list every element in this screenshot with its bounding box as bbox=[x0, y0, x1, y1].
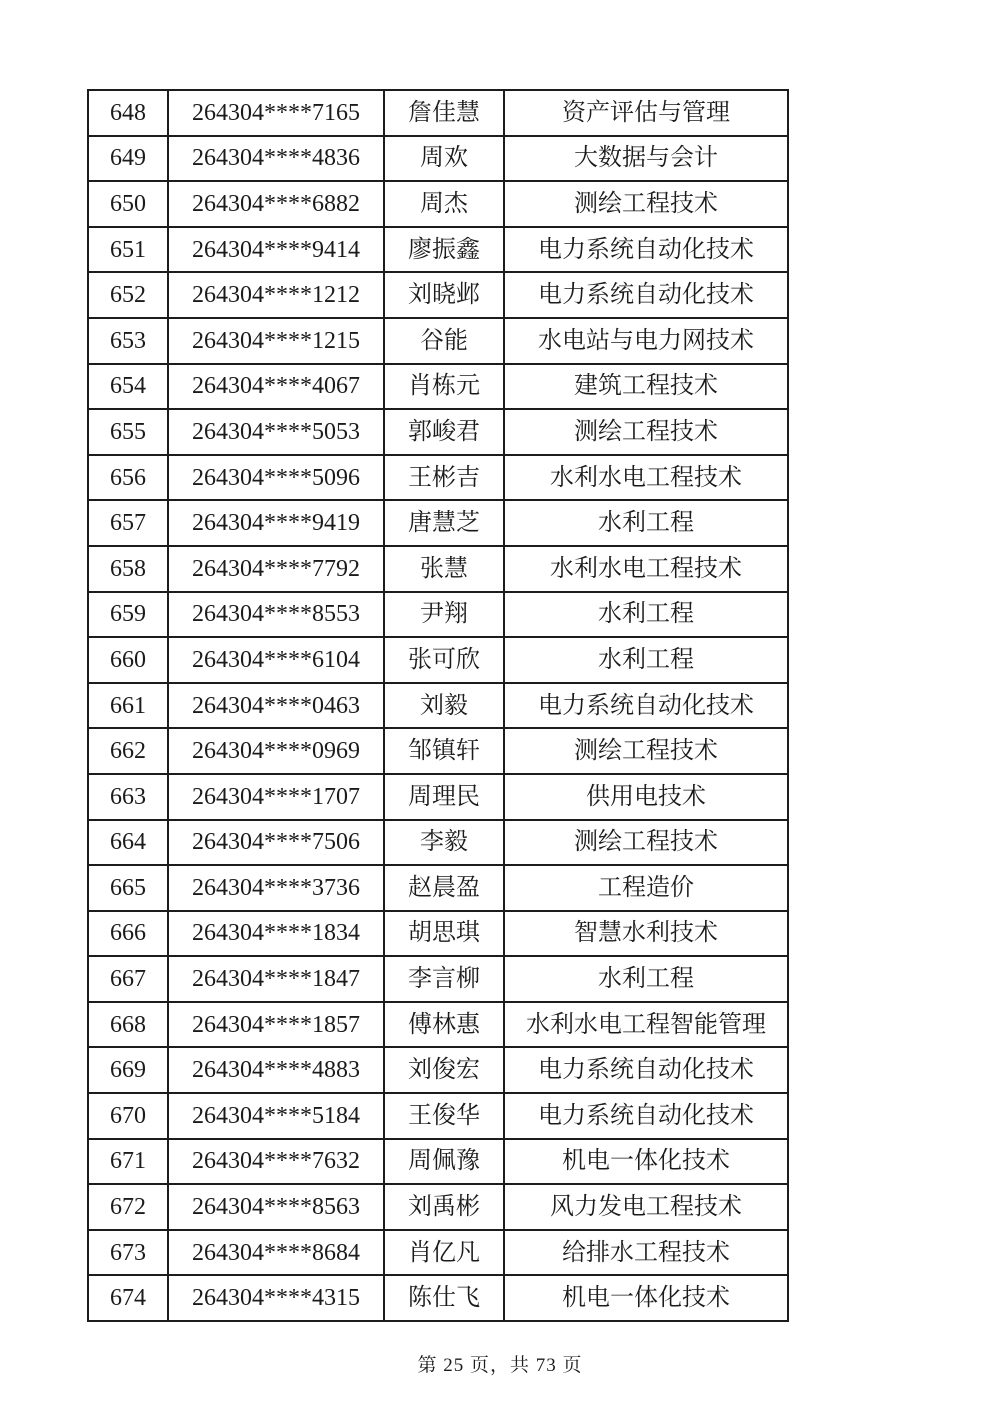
table-row bbox=[88, 136, 788, 182]
table-row bbox=[88, 455, 788, 501]
candidate-id-cell: 264304****9414 bbox=[168, 227, 384, 273]
major-cell: 电力系统自动化技术 bbox=[504, 272, 788, 318]
row-number-cell: 667 bbox=[88, 956, 168, 1002]
table-row bbox=[88, 227, 788, 273]
candidate-name-cell: 邹镇轩 bbox=[384, 728, 504, 774]
major-cell: 智慧水利技术 bbox=[504, 911, 788, 957]
candidate-id-cell: 264304****7506 bbox=[168, 820, 384, 866]
row-number-cell: 674 bbox=[88, 1275, 168, 1321]
candidate-id-cell: 264304****4883 bbox=[168, 1047, 384, 1093]
row-number-cell: 658 bbox=[88, 546, 168, 592]
table-row bbox=[88, 1275, 788, 1321]
major-cell: 给排水工程技术 bbox=[504, 1230, 788, 1276]
row-number-cell: 673 bbox=[88, 1230, 168, 1276]
candidate-name-cell: 刘禹彬 bbox=[384, 1184, 504, 1230]
candidate-id-cell: 264304****4836 bbox=[168, 136, 384, 182]
candidate-id-cell: 264304****4067 bbox=[168, 364, 384, 410]
candidate-name-cell: 尹翔 bbox=[384, 592, 504, 638]
candidate-name-cell: 周理民 bbox=[384, 774, 504, 820]
candidate-name-cell: 肖栋元 bbox=[384, 364, 504, 410]
candidate-id-cell: 264304****9419 bbox=[168, 500, 384, 546]
table-row bbox=[88, 409, 788, 455]
table-row bbox=[88, 1093, 788, 1139]
table-body bbox=[88, 90, 788, 1321]
major-cell: 水利工程 bbox=[504, 500, 788, 546]
major-cell: 电力系统自动化技术 bbox=[504, 1093, 788, 1139]
table-row bbox=[88, 637, 788, 683]
major-cell: 测绘工程技术 bbox=[504, 728, 788, 774]
table-row bbox=[88, 1139, 788, 1185]
major-cell: 水利工程 bbox=[504, 956, 788, 1002]
row-number-cell: 654 bbox=[88, 364, 168, 410]
candidate-name-cell: 周佩豫 bbox=[384, 1139, 504, 1185]
row-number-cell: 668 bbox=[88, 1002, 168, 1048]
candidate-name-cell: 刘晓邺 bbox=[384, 272, 504, 318]
row-number-cell: 656 bbox=[88, 455, 168, 501]
candidate-name-cell: 肖亿凡 bbox=[384, 1230, 504, 1276]
candidate-name-cell: 赵晨盈 bbox=[384, 865, 504, 911]
candidate-id-cell: 264304****5096 bbox=[168, 455, 384, 501]
candidate-name-cell: 陈仕飞 bbox=[384, 1275, 504, 1321]
row-number-cell: 670 bbox=[88, 1093, 168, 1139]
row-number-cell: 661 bbox=[88, 683, 168, 729]
row-number-cell: 659 bbox=[88, 592, 168, 638]
major-cell: 水利水电工程智能管理 bbox=[504, 1002, 788, 1048]
student-roster-table bbox=[87, 89, 789, 1322]
candidate-name-cell: 周欢 bbox=[384, 136, 504, 182]
table-row bbox=[88, 911, 788, 957]
candidate-id-cell: 264304****1215 bbox=[168, 318, 384, 364]
table-row bbox=[88, 90, 788, 136]
row-number-cell: 660 bbox=[88, 637, 168, 683]
candidate-name-cell: 唐慧芝 bbox=[384, 500, 504, 546]
candidate-name-cell: 傅林惠 bbox=[384, 1002, 504, 1048]
table-row bbox=[88, 181, 788, 227]
major-cell: 建筑工程技术 bbox=[504, 364, 788, 410]
candidate-id-cell: 264304****1834 bbox=[168, 911, 384, 957]
row-number-cell: 653 bbox=[88, 318, 168, 364]
candidate-name-cell: 王彬吉 bbox=[384, 455, 504, 501]
major-cell: 测绘工程技术 bbox=[504, 181, 788, 227]
row-number-cell: 663 bbox=[88, 774, 168, 820]
major-cell: 电力系统自动化技术 bbox=[504, 1047, 788, 1093]
table-row bbox=[88, 1002, 788, 1048]
table-row bbox=[88, 683, 788, 729]
table-row bbox=[88, 865, 788, 911]
row-number-cell: 649 bbox=[88, 136, 168, 182]
candidate-name-cell: 刘俊宏 bbox=[384, 1047, 504, 1093]
candidate-id-cell: 264304****3736 bbox=[168, 865, 384, 911]
candidate-name-cell: 胡思琪 bbox=[384, 911, 504, 957]
candidate-name-cell: 王俊华 bbox=[384, 1093, 504, 1139]
candidate-id-cell: 264304****8684 bbox=[168, 1230, 384, 1276]
major-cell: 测绘工程技术 bbox=[504, 820, 788, 866]
table-row bbox=[88, 774, 788, 820]
row-number-cell: 666 bbox=[88, 911, 168, 957]
candidate-id-cell: 264304****1847 bbox=[168, 956, 384, 1002]
major-cell: 测绘工程技术 bbox=[504, 409, 788, 455]
major-cell: 供用电技术 bbox=[504, 774, 788, 820]
table-row bbox=[88, 592, 788, 638]
major-cell: 资产评估与管理 bbox=[504, 90, 788, 136]
candidate-id-cell: 264304****5053 bbox=[168, 409, 384, 455]
candidate-name-cell: 周杰 bbox=[384, 181, 504, 227]
table-row bbox=[88, 1047, 788, 1093]
row-number-cell: 664 bbox=[88, 820, 168, 866]
candidate-name-cell: 张可欣 bbox=[384, 637, 504, 683]
major-cell: 工程造价 bbox=[504, 865, 788, 911]
table-row bbox=[88, 364, 788, 410]
row-number-cell: 655 bbox=[88, 409, 168, 455]
row-number-cell: 651 bbox=[88, 227, 168, 273]
row-number-cell: 648 bbox=[88, 90, 168, 136]
major-cell: 水利工程 bbox=[504, 592, 788, 638]
candidate-name-cell: 刘毅 bbox=[384, 683, 504, 729]
candidate-id-cell: 264304****6104 bbox=[168, 637, 384, 683]
table-row bbox=[88, 728, 788, 774]
major-cell: 水利水电工程技术 bbox=[504, 546, 788, 592]
candidate-name-cell: 张慧 bbox=[384, 546, 504, 592]
major-cell: 机电一体化技术 bbox=[504, 1275, 788, 1321]
table-row bbox=[88, 500, 788, 546]
candidate-id-cell: 264304****8563 bbox=[168, 1184, 384, 1230]
candidate-id-cell: 264304****0463 bbox=[168, 683, 384, 729]
major-cell: 水利工程 bbox=[504, 637, 788, 683]
row-number-cell: 652 bbox=[88, 272, 168, 318]
table-row bbox=[88, 956, 788, 1002]
row-number-cell: 671 bbox=[88, 1139, 168, 1185]
candidate-name-cell: 谷能 bbox=[384, 318, 504, 364]
table-row bbox=[88, 1184, 788, 1230]
major-cell: 水利水电工程技术 bbox=[504, 455, 788, 501]
major-cell: 水电站与电力网技术 bbox=[504, 318, 788, 364]
table-row bbox=[88, 1230, 788, 1276]
major-cell: 电力系统自动化技术 bbox=[504, 683, 788, 729]
candidate-id-cell: 264304****1857 bbox=[168, 1002, 384, 1048]
candidate-name-cell: 廖振鑫 bbox=[384, 227, 504, 273]
row-number-cell: 672 bbox=[88, 1184, 168, 1230]
row-number-cell: 650 bbox=[88, 181, 168, 227]
row-number-cell: 662 bbox=[88, 728, 168, 774]
row-number-cell: 657 bbox=[88, 500, 168, 546]
major-cell: 电力系统自动化技术 bbox=[504, 227, 788, 273]
candidate-id-cell: 264304****7792 bbox=[168, 546, 384, 592]
candidate-id-cell: 264304****0969 bbox=[168, 728, 384, 774]
candidate-id-cell: 264304****7165 bbox=[168, 90, 384, 136]
candidate-id-cell: 264304****1212 bbox=[168, 272, 384, 318]
major-cell: 大数据与会计 bbox=[504, 136, 788, 182]
candidate-id-cell: 264304****5184 bbox=[168, 1093, 384, 1139]
table-row bbox=[88, 272, 788, 318]
row-number-cell: 669 bbox=[88, 1047, 168, 1093]
candidate-id-cell: 264304****7632 bbox=[168, 1139, 384, 1185]
candidate-name-cell: 郭峻君 bbox=[384, 409, 504, 455]
table-row bbox=[88, 546, 788, 592]
candidate-id-cell: 264304****8553 bbox=[168, 592, 384, 638]
candidate-name-cell: 李毅 bbox=[384, 820, 504, 866]
table-row bbox=[88, 820, 788, 866]
page-number-footer: 第 25 页，共 73 页 bbox=[417, 1355, 583, 1376]
candidate-id-cell: 264304****6882 bbox=[168, 181, 384, 227]
major-cell: 机电一体化技术 bbox=[504, 1139, 788, 1185]
candidate-name-cell: 詹佳慧 bbox=[384, 90, 504, 136]
major-cell: 风力发电工程技术 bbox=[504, 1184, 788, 1230]
table-row bbox=[88, 318, 788, 364]
candidate-name-cell: 李言柳 bbox=[384, 956, 504, 1002]
candidate-id-cell: 264304****1707 bbox=[168, 774, 384, 820]
candidate-id-cell: 264304****4315 bbox=[168, 1275, 384, 1321]
row-number-cell: 665 bbox=[88, 865, 168, 911]
